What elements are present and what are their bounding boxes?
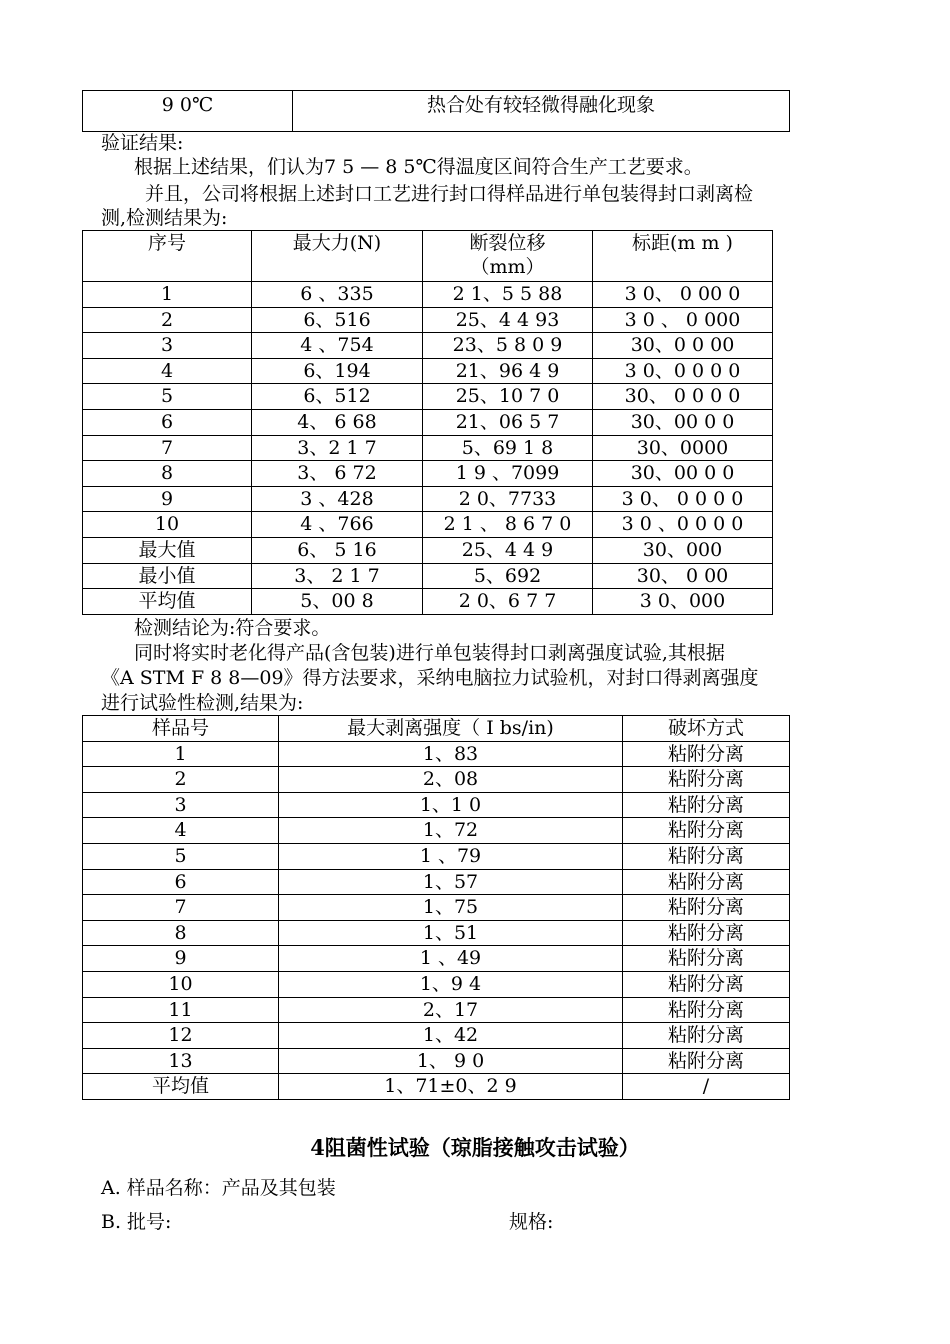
table-cell: 4 [83,818,279,844]
header-displacement [423,231,593,282]
item-b-spec-label: 规格: [509,1211,554,1233]
table-row [83,91,790,132]
temp-cell: 9 0℃ [83,91,293,132]
table-cell: 6 [83,409,252,435]
table-row [83,946,790,972]
table-row [83,435,773,461]
table-cell: 1、75 [279,895,623,921]
table-cell: 粘附分离 [623,1048,790,1074]
table-row [83,843,790,869]
table-cell: 30、00 0 0 [593,461,773,487]
table-cell: 13 [83,1048,279,1074]
table-row [83,1023,790,1049]
table-row [83,1074,790,1100]
table-cell: 1 、49 [279,946,623,972]
item-b-batch-label: B. 批号: [101,1211,172,1233]
table-cell: 2 [83,767,279,793]
table-cell: 4 、754 [252,333,423,359]
table-cell: 3 [83,333,252,359]
table-cell: 21、96 4 9 [423,358,593,384]
table-row [83,869,790,895]
table-cell: 粘附分离 [623,997,790,1023]
table-cell: 3 0、0 0 0 0 [593,358,773,384]
table-row [83,486,773,512]
table-row [83,792,790,818]
header-displacement-label: 断裂位移 [469,232,546,254]
paragraph-3-line-1: 同时将实时老化得产品(含包装)进行单包装得封口剥离强度试验,其根据 [134,642,725,664]
table-cell: 4、 6 68 [252,409,423,435]
table-cell: 最小值 [83,563,252,589]
table-cell: 1、83 [279,741,623,767]
table-cell: 30、 0 0 0 0 [593,384,773,410]
table-cell: 9 [83,486,252,512]
table-row [83,358,773,384]
table-cell: 30、00 0 0 [593,409,773,435]
table-cell: 平均值 [83,589,252,615]
peel-test-table [82,230,773,615]
table-cell: 粘附分离 [623,843,790,869]
table-cell: 7 [83,895,279,921]
header-sample-no: 样品号 [83,716,279,742]
table-cell: 5、692 [423,563,593,589]
table-row [83,1048,790,1074]
table-row [83,563,773,589]
table-row [83,818,790,844]
table-cell: 2、08 [279,767,623,793]
table-cell: 1、1 0 [279,792,623,818]
table-cell: 7 [83,435,252,461]
description-cell: 热合处有较轻微得融化现象 [293,91,790,132]
table-cell: 8 [83,920,279,946]
table-cell: 粘附分离 [623,920,790,946]
table-cell: 10 [83,971,279,997]
table-row [83,282,773,308]
table-cell: 4 [83,358,252,384]
table-cell: 9 [83,946,279,972]
table-cell: 1、9 4 [279,971,623,997]
table-cell: 平均值 [83,1074,279,1100]
table-cell: 4 、766 [252,512,423,538]
table-cell: 5 [83,384,252,410]
table-row [83,461,773,487]
table-cell: 1、71±0、2 9 [279,1074,623,1100]
table-cell: 6、 5 16 [252,537,423,563]
table-cell: 8 [83,461,252,487]
table-cell: 3 0 、0 0 0 0 [593,512,773,538]
table-cell: 3 0、 0 00 0 [593,282,773,308]
table-cell: 3、 6 72 [252,461,423,487]
table-cell: 最大值 [83,537,252,563]
table-cell: 3 [83,792,279,818]
table-cell: 1 、79 [279,843,623,869]
table-header-row [83,231,773,282]
table-cell: 3 、428 [252,486,423,512]
peel-strength-table [82,715,790,1100]
table-cell: 3、2 1 7 [252,435,423,461]
table-cell: 30、0000 [593,435,773,461]
table-cell: 25、10 7 0 [423,384,593,410]
conclusion: 检测结论为:符合要求。 [134,617,331,639]
table-cell: 5 [83,843,279,869]
header-max-force: 最大力(N) [252,231,423,282]
table-cell: 1、42 [279,1023,623,1049]
item-a-sample-name: A. 样品名称：产品及其包装 [101,1177,336,1199]
temperature-result-table [82,90,790,132]
table-cell: 12 [83,1023,279,1049]
paragraph-3-line-2: 《A STM F 8 8—09》得方法要求，采纳电脑拉力试验机，对封口得剥离强度 [101,667,759,689]
table-cell: 2 [83,307,252,333]
header-displacement-unit: （mm） [470,256,545,278]
table-cell: 3 0、000 [593,589,773,615]
header-failure-mode: 破坏方式 [623,716,790,742]
paragraph-2-line-2: 测,检测结果为: [101,207,228,229]
table-cell: / [623,1074,790,1100]
table-cell: 2 0、7733 [423,486,593,512]
table-row [83,741,790,767]
table-cell: 30、000 [593,537,773,563]
table-cell: 粘附分离 [623,1023,790,1049]
table-cell: 粘附分离 [623,792,790,818]
table-cell: 21、06 5 7 [423,409,593,435]
paragraph-1: 根据上述结果，们认为7 5 — 8 5℃得温度区间符合生产工艺要求。 [134,156,703,178]
table-cell: 1、72 [279,818,623,844]
table-cell: 3 0 、 0 000 [593,307,773,333]
table-row [83,895,790,921]
table-cell: 2 1、5 5 88 [423,282,593,308]
section-heading: 4阻菌性试验（琼脂接触攻击试验） [310,1135,640,1160]
table-cell: 6 [83,869,279,895]
table-cell: 粘附分离 [623,946,790,972]
paragraph-3-line-3: 进行试验性检测,结果为: [101,692,304,714]
table-cell: 粘附分离 [623,895,790,921]
table-cell: 30、 0 00 [593,563,773,589]
table-cell: 25、4 4 93 [423,307,593,333]
table-row [83,384,773,410]
table-cell: 6、194 [252,358,423,384]
table-cell: 11 [83,997,279,1023]
table-cell: 2 0、6 7 7 [423,589,593,615]
table-cell: 粘附分离 [623,869,790,895]
table-cell: 2、17 [279,997,623,1023]
table-cell: 6、516 [252,307,423,333]
table-cell: 1 [83,282,252,308]
table-cell: 粘附分离 [623,767,790,793]
table-row [83,512,773,538]
table-cell: 6 、335 [252,282,423,308]
table-cell: 1 9 、7099 [423,461,593,487]
table-cell: 粘附分离 [623,741,790,767]
table-cell: 1、 9 0 [279,1048,623,1074]
table-cell: 23、5 8 0 9 [423,333,593,359]
table-cell: 1 [83,741,279,767]
header-gauge-length: 标距(m m ) [593,231,773,282]
table-cell: 1、57 [279,869,623,895]
table-row [83,409,773,435]
table-row [83,333,773,359]
table-cell: 2 1 、 8 6 7 0 [423,512,593,538]
table-cell: 5、69 1 8 [423,435,593,461]
table-cell: 3、 2 1 7 [252,563,423,589]
paragraph-2-line-1: 并且，公司将根据上述封口工艺进行封口得样品进行单包装得封口剥离检 [145,183,754,205]
table-row [83,307,773,333]
table-cell: 30、0 0 00 [593,333,773,359]
table-cell: 10 [83,512,252,538]
table-row [83,767,790,793]
table-row [83,971,790,997]
table-cell: 粘附分离 [623,818,790,844]
table-cell: 5、00 8 [252,589,423,615]
table-row [83,997,790,1023]
header-max-strength: 最大剥离强度（ I bs/in) [279,716,623,742]
table-row [83,537,773,563]
table-cell: 25、4 4 9 [423,537,593,563]
table-row [83,589,773,615]
header-index: 序号 [83,231,252,282]
table-cell: 3 0、 0 0 0 0 [593,486,773,512]
verify-title: 验证结果: [101,132,184,154]
table-cell: 6、512 [252,384,423,410]
table-row [83,920,790,946]
table-header-row [83,716,790,742]
table-cell: 粘附分离 [623,971,790,997]
table-cell: 1、51 [279,920,623,946]
